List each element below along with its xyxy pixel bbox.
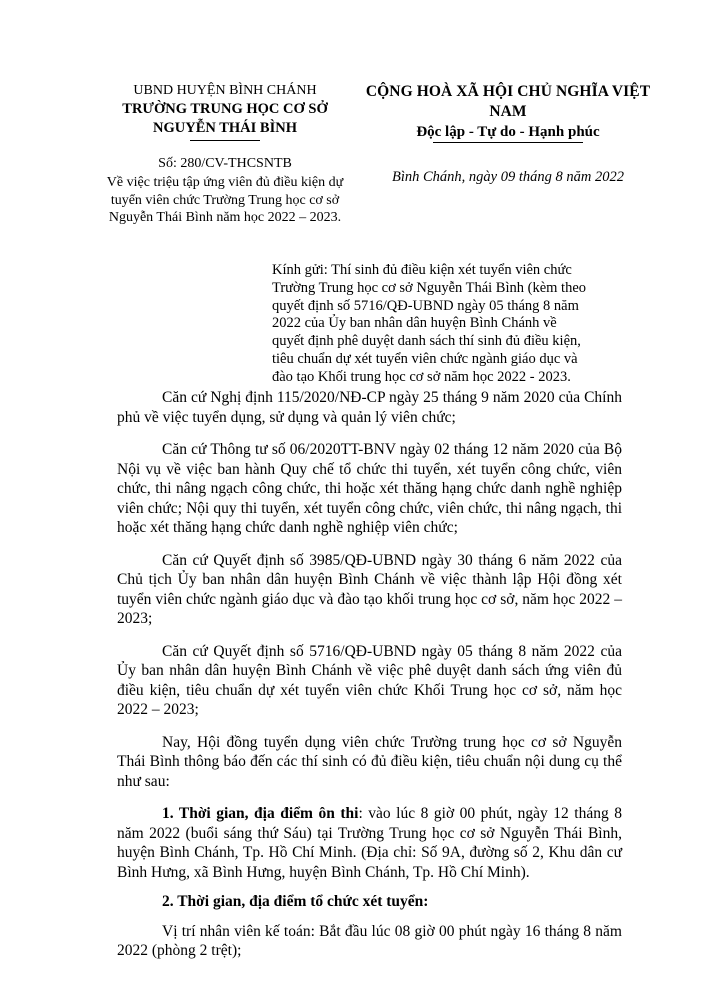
document-number: Số: 280/CV-THCSNTB xyxy=(158,156,292,171)
national-header xyxy=(358,82,658,186)
motto-underline xyxy=(433,142,583,143)
section-1 xyxy=(117,804,622,882)
section-1-text: : vào lúc 8 giờ 00 phút, ngày 12 tháng 8 năm 2022 (buổi sáng thứ Sáu) tại Trường Trung học cơ sở Nguyễn Thái Bình, huyện Bình Chánh, Tp. Hồ Chí Minh. (Địa chỉ: Số 9A, đường số 2, Khu dân cư Bình Hưng, xã Bình Hưng, huyện Bình Chánh, Tp. Hồ Chí Minh). xyxy=(117,805,622,881)
paragraph-basis-decree: Căn cứ Nghị định 115/2020/NĐ-CP ngày 25 tháng 9 năm 2020 của Chính phủ về việc tuyển dụng, sử dụng và quản lý viên chức; xyxy=(117,389,622,426)
school-name-line1: TRƯỜNG TRUNG HỌC CƠ SỞ xyxy=(122,101,328,117)
section-1-heading: 1. Thời gian, địa điểm ôn thi xyxy=(162,805,359,822)
document-body xyxy=(117,388,622,974)
section-2-heading: 2. Thời gian, địa điểm tổ chức xét tuyển: xyxy=(162,893,429,910)
section-2 xyxy=(117,892,622,912)
paragraph-basis-decision-5716: Căn cứ Quyết định số 5716/QĐ-UBND ngày 05 tháng 8 năm 2022 của Ủy ban nhân dân huyện Bình Chánh về việc phê duyệt danh sách ứng viên đủ điều kiện, tiêu chuẩn dự xét tuyển viên chức Khối Trung học cơ sở, năm học 2022 – 2023; xyxy=(117,642,622,718)
authority-name: UBND HUYỆN BÌNH CHÁNH xyxy=(133,83,317,98)
paragraph-announcement: Nay, Hội đồng tuyển dụng viên chức Trường trung học cơ sở Nguyễn Thái Bình thông báo đến các thí sinh có đủ điều kiện, tiêu chuẩn nội dung cụ thể như sau: xyxy=(117,733,622,790)
recipient-block: Kính gửi: Thí sinh đủ điều kiện xét tuyển viên chức Trường Trung học cơ sở Nguyễn Thái Bình (kèm theo quyết định số 5716/QĐ-UBND ngày 05 tháng 8 năm 2022 của Ủy ban nhân dân huyện Bình Chánh về quyết định phê duyệt danh sách thí sinh đủ điều kiện, tiêu chuẩn dự xét tuyển viên chức ngành giáo dục và đào tạo Khối trung học cơ sở năm học 2022 - 2023. xyxy=(272,262,587,385)
header-divider xyxy=(190,140,260,141)
paragraph-accountant-schedule: Vị trí nhân viên kế toán: Bắt đầu lúc 08 giờ 00 phút ngày 16 tháng 8 năm 2022 (phòng 2 trệt); xyxy=(117,922,622,959)
nation-title: CỘNG HOÀ XÃ HỘI CHỦ NGHĨA VIỆT NAM xyxy=(365,83,651,120)
paragraph-basis-circular: Căn cứ Thông tư số 06/2020TT-BNV ngày 02 tháng 12 năm 2020 của Bộ Nội vụ về việc ban hành Quy chế tổ chức thi tuyển, xét tuyển công chức, viên chức, thi nâng ngạch công chức, thi hoặc xét thăng hạng chức danh nghề nghiệp viên chức; Nội quy thi tuyển, xét tuyển công chức, viên chức, thi nâng ngạch, thi hoặc xét thăng hạng chức danh nghề nghiệp viên chức; xyxy=(117,441,622,536)
document-subject: Về việc triệu tập ứng viên đủ điều kiện dự tuyển viên chức Trường Trung học cơ sở Nguyễn Thái Bình năm học 2022 – 2023. xyxy=(106,175,344,225)
document-date: Bình Chánh, ngày 09 tháng 8 năm 2022 xyxy=(392,169,624,185)
national-motto: Độc lập - Tự do - Hạnh phúc xyxy=(416,124,600,140)
school-name-line2: NGUYỄN THÁI BÌNH xyxy=(153,120,297,136)
paragraph-basis-decision-3985: Căn cứ Quyết định số 3985/QĐ-UBND ngày 30 tháng 6 năm 2022 của Chủ tịch Ủy ban nhân dân huyện Bình Chánh về việc thành lập Hội đồng xét tuyển viên chức ngành giáo dục và đào tạo khối trung học cơ sở, năm học 2022 – 2023; xyxy=(117,551,622,627)
issuer-header xyxy=(100,82,350,227)
